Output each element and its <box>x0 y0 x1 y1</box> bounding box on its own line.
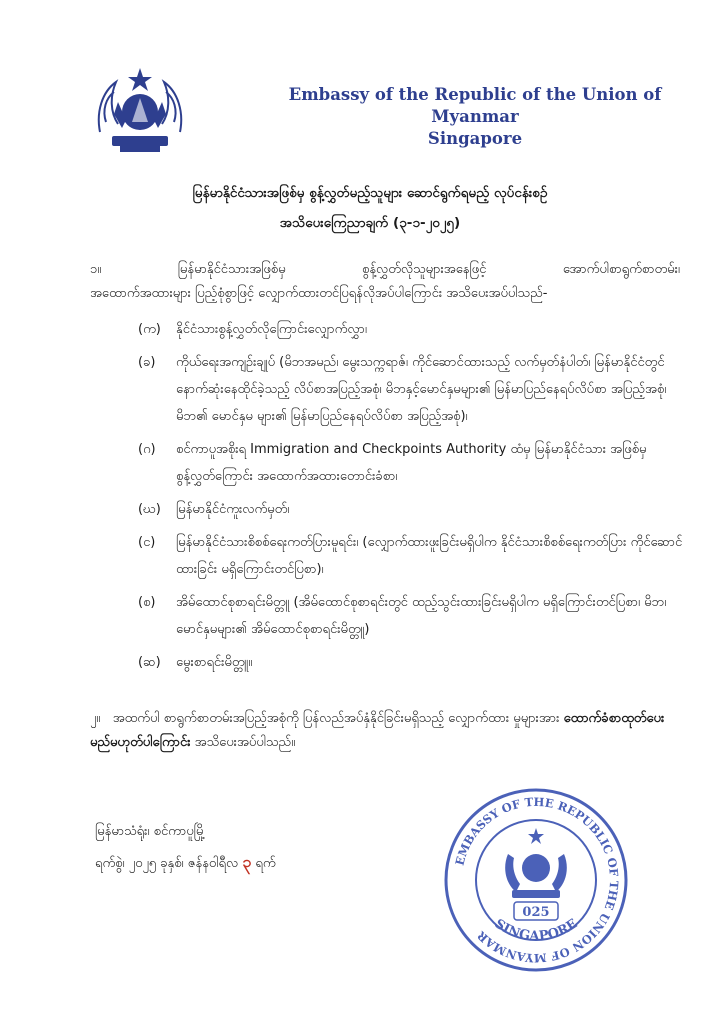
list-item <box>138 436 683 490</box>
stamp-number: 025 <box>522 905 550 920</box>
signature-block <box>95 817 276 879</box>
list-item-text: မြန်မာနိုင်ငံကူးလက်မှတ်၊ <box>176 502 290 517</box>
embassy-stamp <box>442 786 630 974</box>
list-item-text: အိမ်ထောင်စုစာရင်းမိတ္တူ (အိမ်ထောင်စုစာရင်းတွင် ထည့်သွင်းထားခြင်းမရှိပါက မရှိကြောင်းတင်ပြစာ၊ မိဘ၊ မောင်နှမများ၏ အိမ်ထောင်စုစာရင်းမိတ္တူ) <box>176 595 667 637</box>
list-item-text: ကိုယ်ရေးအကျဉ်းချုပ် (မိဘအမည်၊ မွေးသက္ကရာဇ်၊ ကိုင်ဆောင်ထားသည့် လက်မှတ်နံပါတ်၊ မြန်မာနိုင်ငံတွင် နောက်ဆုံးနေထိုင်ခဲ့သည့် လိပ်စာအပြည့်အစုံ၊ မိဘနှင့်မောင်နှမများ၏ မြန်မာပြည်နေရပ်လိပ်စာ အပြည့်အစုံ၊ မိဘ၏ မောင်နှမ များ၏ မြန်မာပြည်နေရပ်လိပ်စာ အပြည့်အစုံ)၊ <box>176 355 667 424</box>
list-item-text: မြန်မာနိုင်ငံသားစိစစ်ရေးကတ်ပြားမူရင်း၊ (လျှောက်ထားဖူးခြင်းမရှိပါက နိုင်ငံသားစိစစ်ရေးကတ်ပြား ကိုင်ဆောင်ထားခြင်း မရှိကြောင်းတင်ပြစာ)၊ <box>176 535 683 577</box>
date-line <box>95 847 276 879</box>
paragraph-1-line-2: အထောက်အထားများ ပြည့်စုံစွာဖြင့် လျှောက်ထားတင်ပြရန်လိုအပ်ပါကြောင်း အသိပေးအပ်ပါသည်- <box>90 286 548 301</box>
list-item-label: (ဂ) <box>138 442 156 457</box>
list-item-text: မွေးစာရင်းမိတ္တူ။ <box>176 655 253 670</box>
list-item <box>138 529 683 583</box>
list-item <box>138 589 683 643</box>
title-line-1: မြန်မာနိုင်ငံသားအဖြစ်မှ စွန့်လွှတ်မည့်သူများ ဆောင်ရွက်ရမည့် လုပ်ငန်းစဉ် <box>192 185 548 201</box>
stamp-emblem-icon <box>505 828 567 898</box>
list-item <box>138 349 683 430</box>
paragraph-1-part-1: မြန်မာနိုင်ငံသားအဖြစ်မှ <box>177 262 286 277</box>
stamp-city-text: SINGAPORE <box>491 916 581 945</box>
paragraph-2-number: ၂။ <box>90 711 101 726</box>
paragraph-2-emphasis: ထောက်ခံစာထုတ်ပေးမည်မဟုတ်ပါကြောင်း <box>90 711 665 750</box>
required-documents-list <box>138 316 683 682</box>
paragraph-1-part-3: အောက်ပါစာရွက်စာတမ်း၊ <box>562 262 680 277</box>
list-item-label: (ခ) <box>138 355 156 370</box>
paragraph-1-number: ၁။ <box>90 262 102 277</box>
paragraph-1-line-1 <box>90 258 680 282</box>
date-prefix: ရက်စွဲ၊ ၂၀၂၅ ခုနှစ်၊ ဇန်နဝါရီလ <box>95 856 239 871</box>
list-item <box>138 316 683 343</box>
document-title <box>110 178 630 238</box>
list-item-text: နိုင်ငံသားစွန့်လွှတ်လိုကြောင်းလျှောက်လွှာ၊ <box>176 322 367 337</box>
stamp-ring-text: EMBASSY OF THE REPUBLIC OF THE UNION OF MYANMAR <box>452 794 622 966</box>
embassy-heading <box>260 84 690 150</box>
handwritten-day: ၃ <box>242 852 252 871</box>
list-item-label: (င) <box>138 535 156 550</box>
title-line-2: အသိပေးကြေညာချက် (၃-၁-၂၀၂၅) <box>279 215 461 231</box>
paragraph-2 <box>90 707 680 755</box>
list-item <box>138 649 683 676</box>
list-item-label: (ဃ) <box>138 502 161 517</box>
issuer-line: မြန်မာသံရုံး၊ စင်ကာပူမြို့ <box>95 824 206 839</box>
paragraph-2-text-end: အသိပေးအပ်ပါသည်။ <box>190 735 296 750</box>
date-suffix: ရက် <box>255 856 276 871</box>
embassy-city: Singapore <box>427 129 523 148</box>
state-emblem-icon <box>92 62 188 158</box>
paragraph-1-part-2: စွန့်လွှတ်လိုသူများအနေဖြင့် <box>362 262 487 277</box>
list-item <box>138 496 683 523</box>
paragraph-1 <box>90 258 680 306</box>
list-item-text: စင်ကာပူအစိုးရ Immigration and Checkpoints Authority ထံမှ မြန်မာနိုင်ငံသား အဖြစ်မှ စွန့်လွှတ်ကြောင်း အထောက်အထားတောင်းခံစာ၊ <box>176 442 647 484</box>
embassy-name: Embassy of the Republic of the Union of Myanmar <box>288 85 662 126</box>
paragraph-2-text: အထက်ပါ စာရွက်စာတမ်းအပြည့်အစုံကို ပြန်လည်အပ်နှံနိုင်ခြင်းမရှိသည့် လျှောက်ထား မှုများအား <box>112 711 564 726</box>
list-item-label: (ဆ) <box>138 655 161 670</box>
list-item-label: (က) <box>138 322 161 337</box>
list-item-label: (စ) <box>138 595 156 610</box>
